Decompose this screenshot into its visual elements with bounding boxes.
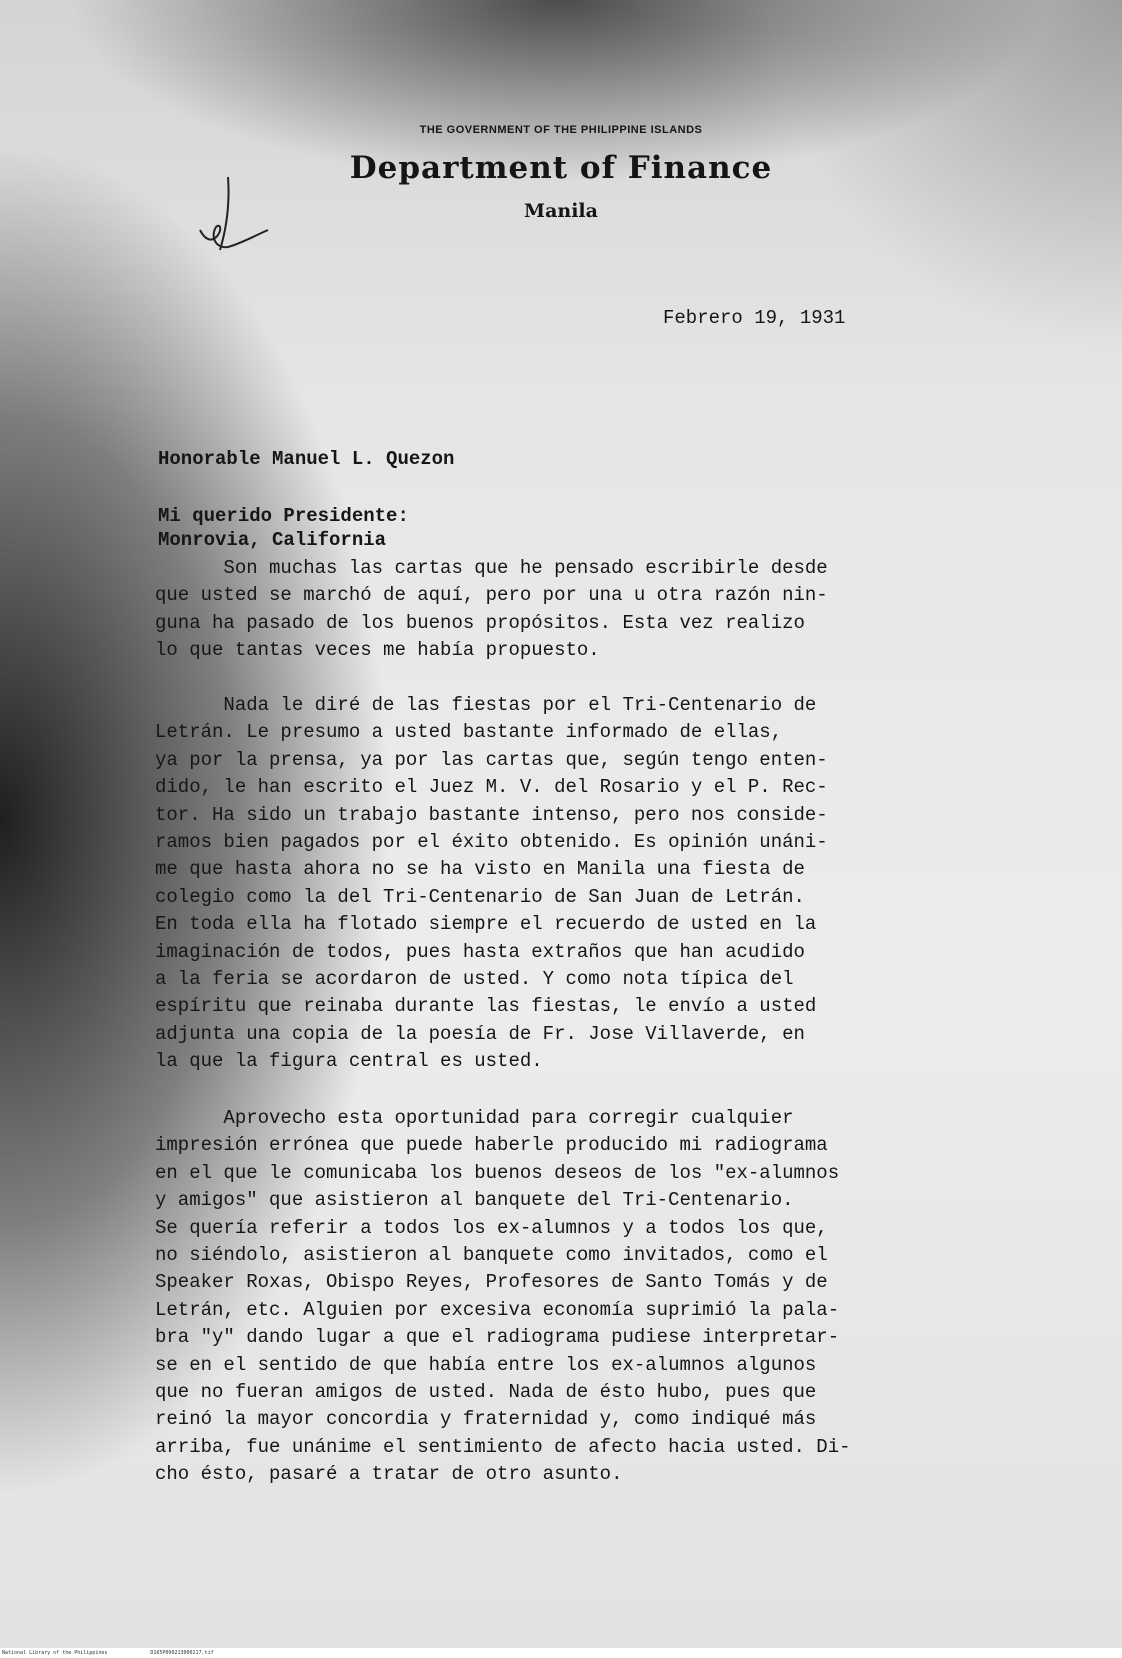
text-line: la que la figura central es usted. [155,1050,543,1073]
recipient-line: Monrovia, California [158,529,387,551]
text-line: se en el sentido de que había entre los ex-alumnos algunos [155,1353,817,1376]
archive-footer [0,1648,1122,1658]
text-line: Son muchas las cartas que he pensado escribirle desde [155,557,828,579]
text-line: que no fueran amigos de usted. Nada de ésto hubo, pues que [155,1380,817,1403]
text-line: dido, le han escrito el Juez M. V. del Rosario y el P. Rec- [155,776,828,799]
text-line: colegio como la del Tri-Centenario de San Juan de Letrán. [155,885,805,908]
text-line: lo que tantas veces me había propuesto. [155,639,600,662]
text-line: Letrán. Le presumo a usted bastante informado de ellas, [155,721,783,744]
text-line: imaginación de todos, pues hasta extraños que han acudido [155,940,805,963]
text-line: reinó la mayor concordia y fraternidad y, como indiqué más [155,1408,817,1431]
footer-library: National Library of the Philippines [2,1650,108,1656]
text-line: bra "y" dando lugar a que el radiograma pudiese interpretar- [155,1326,840,1349]
text-line: adjunta una copia de la poesía de Fr. Jose Villaverde, en [155,1022,805,1045]
text-line: ya por la prensa, ya por las cartas que, según tengo enten- [155,748,828,771]
text-line: no siéndolo, asistieron al banquete como invitados, como el [155,1243,828,1266]
text-line: guna ha pasado de los buenos propósitos. Esta vez realizo [155,611,805,634]
letter-date: Febrero 19, 1931 [663,307,846,329]
text-line: Letrán, etc. Alguien por excesiva economía suprimió la pala- [155,1298,840,1321]
text-line: Se quería referir a todos los ex-alumnos y a todos los que, [155,1216,828,1239]
text-line: Nada le diré de las fiestas por el Tri-Centenario de [155,694,817,716]
text-line: ramos bien pagados por el éxito obtenido. Es opinión unáni- [155,830,828,853]
text-line: arriba, fue unánime el sentimiento de afecto hacia usted. Di- [155,1435,851,1458]
footer-file-id: D165P000213000217.tif [150,1650,214,1656]
text-line: en el que le comunicaba los buenos deseos de los "ex-alumnos [155,1161,840,1184]
text-line: y amigos" que asistieron al banquete del Tri-Centenario. [155,1189,794,1212]
text-line: cho ésto, pasaré a tratar de otro asunto. [155,1463,623,1486]
text-line: Aprovecho esta oportunidad para corregir cualquier [155,1107,794,1129]
paragraph-2 [155,692,828,1075]
salutation: Mi querido Presidente: [158,505,409,527]
recipient-line: Honorable Manuel L. Quezon [158,448,455,470]
text-line: me que hasta ahora no se ha visto en Manila una fiesta de [155,858,805,881]
letterhead-department: Department of Finance [349,150,773,186]
text-line: espíritu que reinaba durante las fiestas, le envío a usted [155,995,817,1018]
text-line: que usted se marchó de aquí, pero por una u otra razón nin- [155,584,828,607]
letterhead-government: THE GOVERNMENT OF THE PHILIPPINE ISLANDS [419,124,703,136]
text-line: Speaker Roxas, Obispo Reyes, Profesores de Santo Tomás y de [155,1271,828,1294]
paragraph-1 [155,555,828,665]
text-line: a la feria se acordaron de usted. Y como nota típica del [155,967,794,990]
paragraph-3 [155,1105,851,1488]
letterhead-city: Manila [524,200,598,222]
text-line: tor. Ha sido un trabajo bastante intenso, pero nos conside- [155,803,828,826]
text-line: En toda ella ha flotado siempre el recuerdo de usted en la [155,913,817,936]
text-line: impresión errónea que puede haberle producido mi radiograma [155,1134,828,1157]
